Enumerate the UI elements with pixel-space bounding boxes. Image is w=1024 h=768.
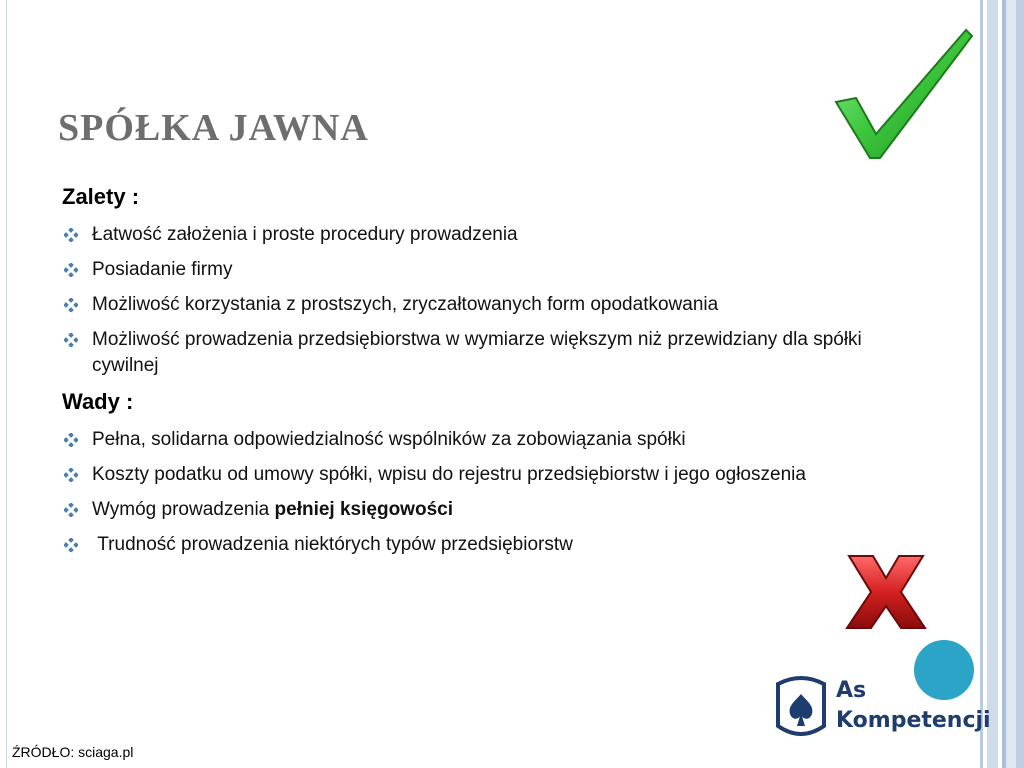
diamond-bullet-icon [64,263,78,277]
list-item [62,532,862,558]
list-item-text: Posiadanie firmy [92,259,233,280]
logo-text-line2: Kompetencji [836,708,991,733]
list-item-text: Trudność prowadzenia niektórych typów przedsiębiorstw [92,534,573,555]
list-item-text: Łatwość założenia i proste procedury prowadzenia [92,224,518,245]
slide-content [62,184,862,568]
as-kompetencji-logo [770,670,1000,746]
diamond-bullet-icon [64,433,78,447]
list-item-text: Pełna, solidarna odpowiedzialność wspólników za zobowiązania spółki [92,429,686,450]
advantages-list [62,222,862,379]
source-note: ŹRÓDŁO: sciaga.pl [12,744,134,760]
advantages-heading: Zalety : [62,184,140,209]
green-checkmark-icon [826,24,976,164]
list-item [62,427,862,453]
diamond-bullet-icon [64,298,78,312]
diamond-bullet-icon [64,228,78,242]
list-item-text: Wymóg prowadzenia [92,499,275,520]
diamond-bullet-icon [64,468,78,482]
list-item [62,462,862,488]
disadvantages-heading: Wady : [62,389,134,414]
list-item [62,327,862,379]
list-item [62,257,862,283]
diamond-bullet-icon [64,503,78,517]
slide-title: SPÓŁKA JAWNA [58,107,369,149]
disadvantages-list [62,427,862,558]
diamond-bullet-icon [64,333,78,347]
list-item [62,292,862,318]
diamond-bullet-icon [64,538,78,552]
list-item-text: Możliwość korzystania z prostszych, zryczałtowanych form opodatkowania [92,294,719,315]
logo-text-line1: As [836,678,867,703]
spade-card-icon [770,670,832,746]
red-x-icon [843,552,929,632]
side-decoration-stripes [978,0,1024,768]
list-item-text: Możliwość prowadzenia przedsiębiorstwa w wymiarze większym niż przewidziany dla spółki cywilnej [92,329,862,376]
list-item-bold-text: pełniej księgowości [274,499,453,520]
list-item [62,222,862,248]
list-item-text: Koszty podatku od umowy spółki, wpisu do rejestru przedsiębiorstw i jego ogłoszenia [92,464,806,485]
list-item [62,497,862,523]
